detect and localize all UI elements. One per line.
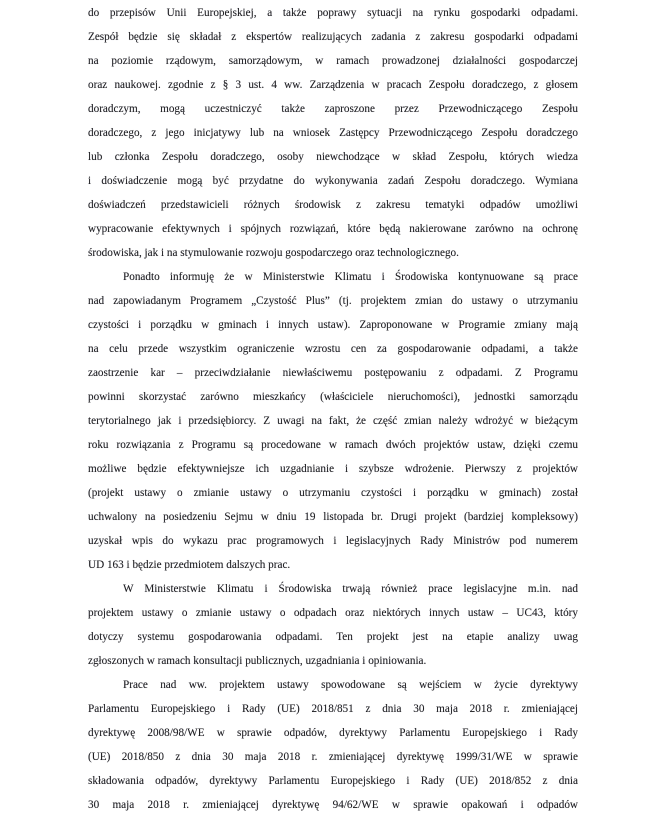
paragraph-eu-directives (88, 673, 578, 817)
paragraph-czystosc-plus-program (88, 265, 578, 577)
text-line: zaostrzenie kar – przeciwdziałanie niewłaściwemu postępowaniu z odpadami. Z Programu (88, 367, 578, 379)
paragraph-waste-advisory-team (88, 1, 578, 265)
text-line: dotyczy systemu gospodarowania odpadami. Ten projekt jest na etapie analizy uwag (88, 631, 578, 643)
text-line: Parlamentu Europejskiego i Rady (UE) 2018/851 z dnia 30 maja 2018 r. zmieniającej (88, 703, 578, 715)
text-line: możliwe będzie efektywniejsze ich uzgadnianie i szybsze wdrożenie. Pierwszy z projektów (88, 463, 578, 475)
text-line: doświadczeń przedstawicieli różnych środowisk z zakresu tematyki odpadów umożliwi (88, 199, 578, 211)
paragraph-uc43-legislation (88, 577, 578, 673)
text-line: UD 163 i będzie przedmiotem dalszych prac. (88, 559, 291, 571)
text-line: (projekt ustawy o zmianie ustawy o utrzymaniu czystości i porządku w gminach) został (88, 487, 578, 499)
text-line: zgłoszonych w ramach konsultacji publicznych, uzgadniania i opiniowania. (88, 655, 427, 667)
text-line: nad zapowiadanym Programem „Czystość Plus” (tj. projektem zmian do ustawy o utrzymaniu (88, 295, 578, 307)
text-line: wypracowanie efektywnych i spójnych rozwiązań, które będą nakierowane zarówno na ochronę (88, 223, 578, 235)
text-line: lub członka Zespołu doradczego, osoby niewchodzące w skład Zespołu, których wiedza (88, 151, 578, 163)
text-line: środowiska, jak i na stymulowanie rozwoju gospodarczego oraz technologicznego. (88, 247, 459, 259)
text-line: (UE) 2018/850 z dnia 30 maja 2018 r. zmieniającej dyrektywę 1999/31/WE w sprawie (88, 751, 578, 763)
text-line: doradczym, mogą uczestniczyć także zaproszone przez Przewodniczącego Zespołu (88, 103, 578, 115)
text-line: W Ministerstwie Klimatu i Środowiska trwają również prace legislacyjne m.in. nad (123, 583, 578, 595)
text-line: dyrektywę 2008/98/WE w sprawie odpadów, dyrektywy Parlamentu Europejskiego i Rady (88, 727, 578, 739)
text-line: składowania odpadów, dyrektywy Parlamentu Europejskiego i Rady (UE) 2018/852 z dnia (88, 775, 578, 787)
text-line: projektem ustawy o zmianie ustawy o odpadach oraz niektórych innych ustaw – UC43, który (88, 607, 578, 619)
text-line: terytorialnego jak i przedsiębiorcy. Z uwagi na fakt, że część zmian należy wdrożyć w bieżącym (88, 415, 578, 427)
text-line: czystości i porządku w gminach i innych ustaw). Zaproponowane w Programie zmiany mają (88, 319, 578, 331)
text-line: doradczego, z jego inicjatywy lub na wniosek Zastępcy Przewodniczącego Zespołu doradczego (88, 127, 578, 139)
text-line: roku rozwiązania z Programu są procedowane w ramach dwóch projektów ustaw, dzięki czemu (88, 439, 578, 451)
text-line: 30 maja 2018 r. zmieniającej dyrektywę 94/62/WE w sprawie opakowań i odpadów (88, 799, 578, 811)
document-text (88, 1, 578, 817)
text-line: uzyskał wpis do wykazu prac programowych i legislacyjnych Rady Ministrów pod numerem (88, 535, 578, 547)
text-line: oraz naukowej. zgodnie z § 3 ust. 4 ww. Zarządzenia w pracach Zespołu doradczego, z głosem (88, 79, 578, 91)
text-line: do przepisów Unii Europejskiej, a także poprawy sytuacji na rynku gospodarki odpadami. (88, 7, 578, 19)
text-line: powinni skorzystać zarówno mieszkańcy (właściciele nieruchomości), jednostki samorządu (88, 391, 578, 403)
text-line: Ponadto informuję że w Ministerstwie Klimatu i Środowiska kontynuowane są prace (123, 271, 578, 283)
text-line: Prace nad ww. projektem ustawy spowodowane są wejściem w życie dyrektywy (123, 679, 578, 691)
text-line: i doświadczenie mogą być przydatne do wykonywania zadań Zespołu doradczego. Wymiana (88, 175, 578, 187)
text-line: Zespół będzie się składał z ekspertów realizujących zadania z zakresu gospodarki odpadami (88, 31, 578, 43)
text-line: uchwalony na posiedzeniu Sejmu w dniu 19 listopada br. Drugi projekt (bardziej kompleksowy) (88, 511, 578, 523)
text-line: na poziomie rządowym, samorządowym, w ramach prowadzonej działalności gospodarczej (88, 55, 578, 67)
text-line: na celu przede wszystkim ograniczenie wzrostu cen za gospodarowanie odpadami, a także (88, 343, 578, 355)
